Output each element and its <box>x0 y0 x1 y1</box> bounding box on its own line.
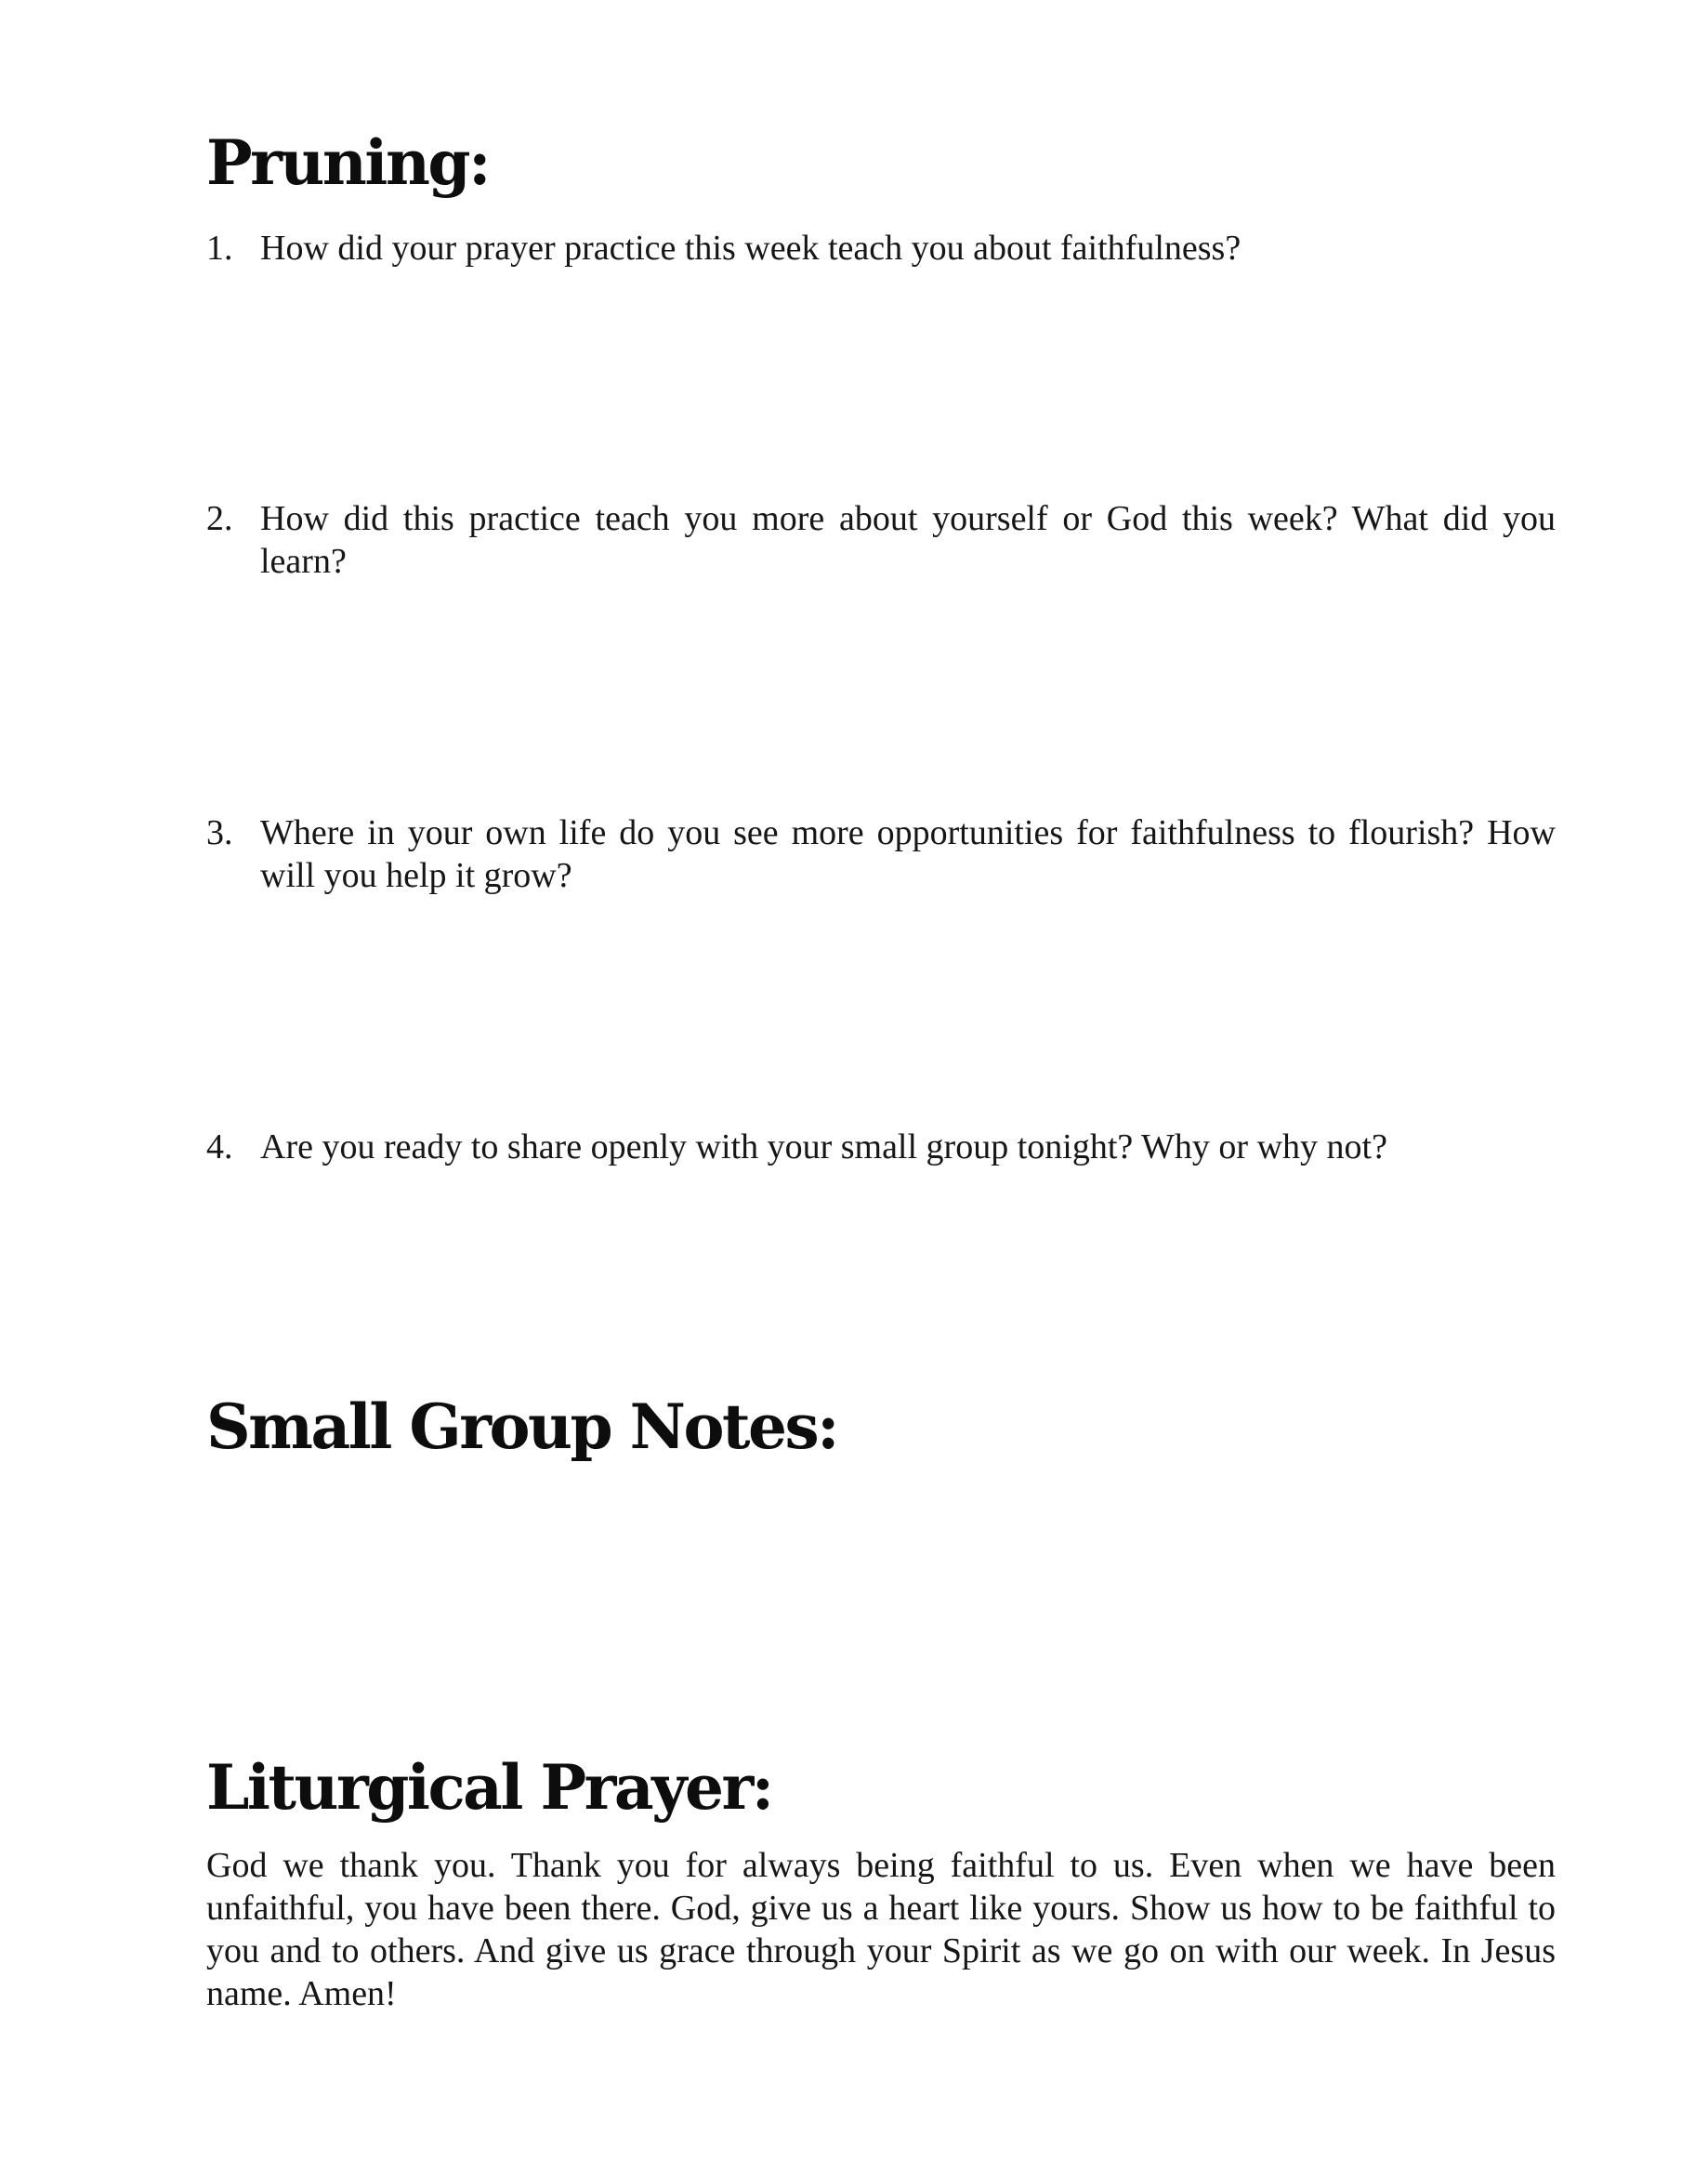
question-text: How did your prayer practice this week teach you about faithfulness? <box>260 229 1242 268</box>
question-number: 2. <box>206 499 233 538</box>
question-3 <box>206 811 1556 897</box>
question-4 <box>206 1126 1556 1168</box>
question-number: 1. <box>206 229 233 268</box>
question-text: Where in your own life do you see more opportunities for faithfulness to flourish? How will you help it grow? <box>260 813 1556 895</box>
liturgical-prayer-heading: Liturgical Prayer: <box>206 1751 772 1824</box>
pruning-heading: Pruning: <box>206 126 489 199</box>
question-1 <box>206 227 1556 270</box>
question-text: Are you ready to share openly with your small group tonight? Why or why not? <box>260 1127 1387 1166</box>
question-text: How did this practice teach you more about yourself or God this week? What did you learn? <box>260 499 1556 581</box>
question-2 <box>206 497 1556 583</box>
question-number: 3. <box>206 813 233 852</box>
small-group-notes-heading: Small Group Notes: <box>206 1390 838 1463</box>
question-number: 4. <box>206 1127 233 1166</box>
liturgical-prayer-text: God we thank you. Thank you for always being faithful to us. Even when we have been unfaithful, you have been there. God, give us a heart like yours. Show us how to be faithful to you and to others. And give us grace through your Spirit as we go on with our week. In Jesus name. Amen! <box>206 1846 1556 2013</box>
